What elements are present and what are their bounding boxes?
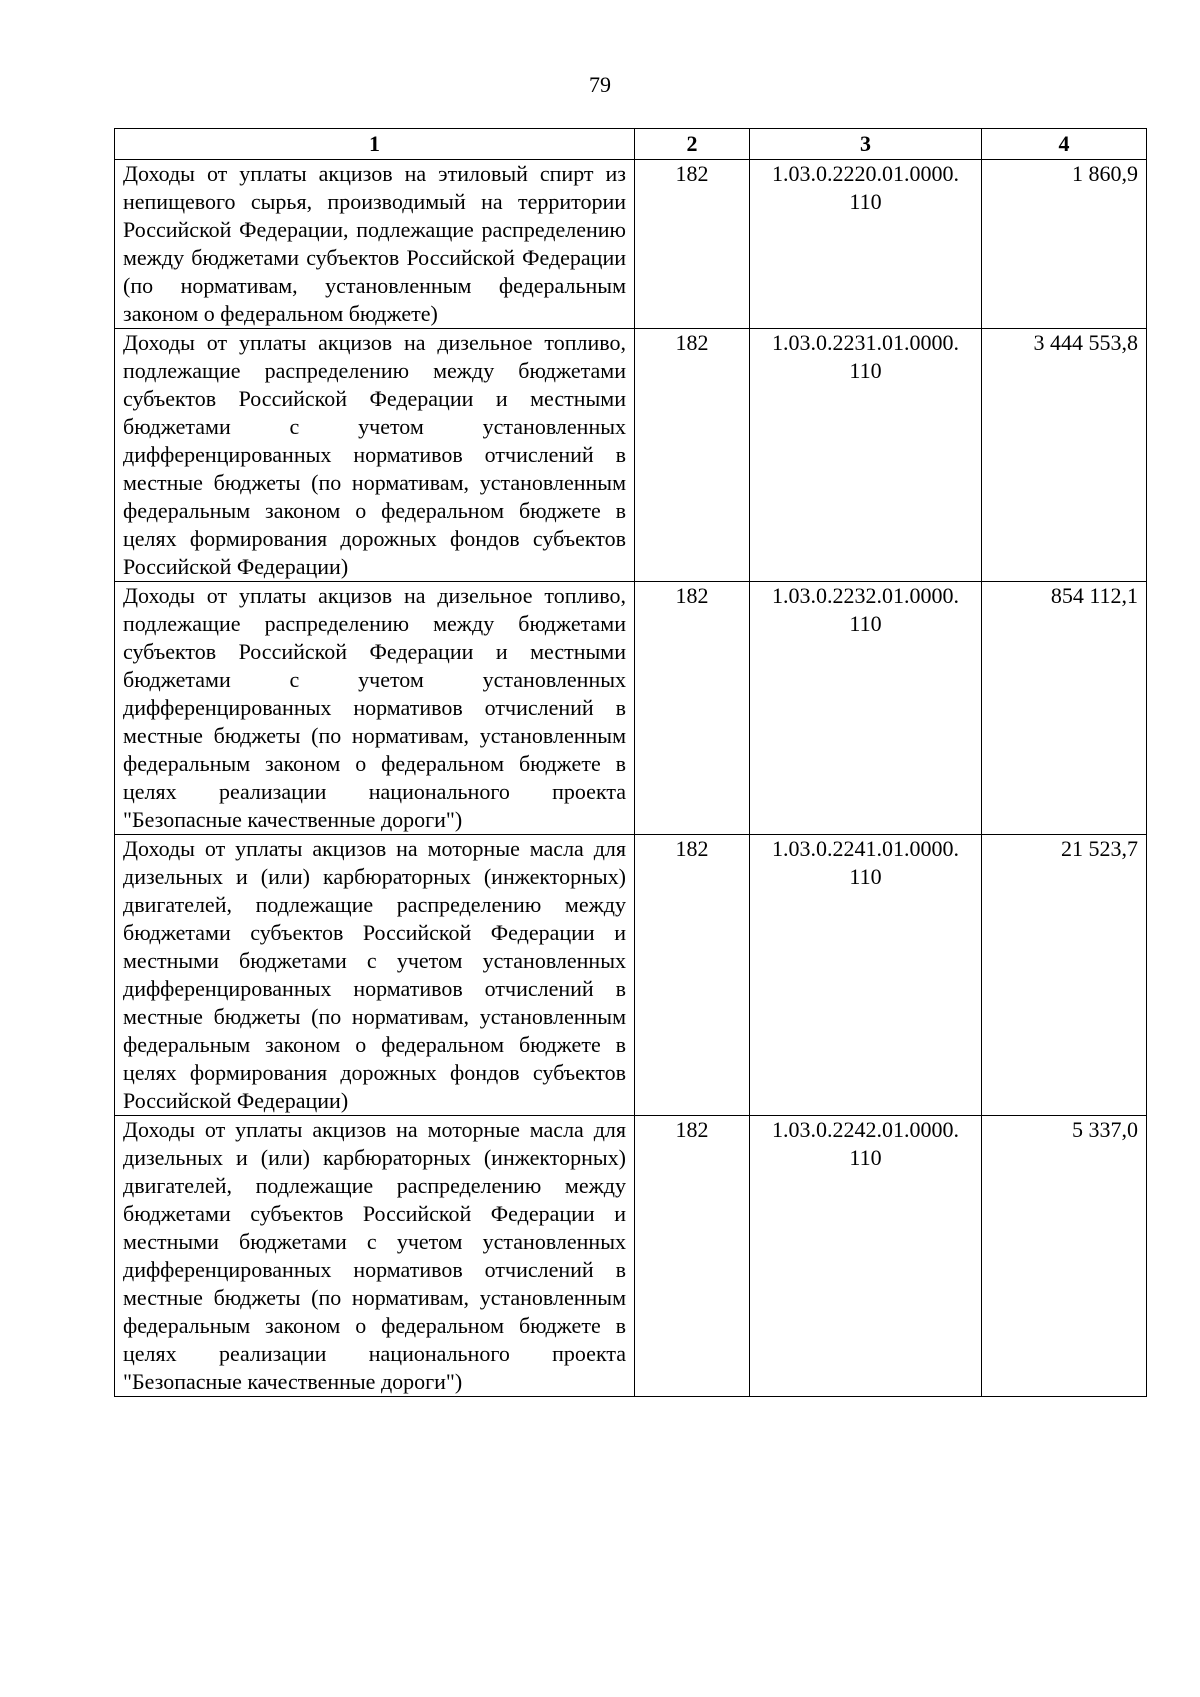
classification-code: [750, 329, 982, 582]
table-header-row: [115, 129, 1147, 160]
administrator-code: 182: [635, 835, 750, 1116]
amount-value: 1 860,9: [982, 160, 1147, 329]
classification-code-line2: 110: [849, 864, 882, 889]
classification-code-line2: 110: [849, 189, 882, 214]
classification-code-line2: 110: [849, 611, 882, 636]
revenue-description: Доходы от уплаты акцизов на дизельное топливо, подлежащие распределению между бюджетами субъектов Российской Федерации и местными бюджетами с учетом установленных дифференцированных нормативов отчислений в местные бюджеты (по нормативам, установленным федеральным законом о федеральном бюджете в целях реализации национального проекта "Безопасные качественные дороги"): [115, 582, 635, 835]
administrator-code: 182: [635, 582, 750, 835]
column-header-3: 3: [750, 129, 982, 160]
table-row: [115, 1116, 1147, 1397]
amount-value: 21 523,7: [982, 835, 1147, 1116]
revenue-description: Доходы от уплаты акцизов на этиловый спирт из непищевого сырья, производимый на территории Российской Федерации, подлежащие распределению между бюджетами субъектов Российской Федерации (по нормативам, установленным федеральным законом о федеральном бюджете): [115, 160, 635, 329]
revenue-description: Доходы от уплаты акцизов на моторные масла для дизельных и (или) карбюраторных (инжекторных) двигателей, подлежащие распределению между бюджетами субъектов Российской Федерации и местными бюджетами с учетом установленных дифференцированных нормативов отчислений в местные бюджеты (по нормативам, установленным федеральным законом о федеральном бюджете в целях формирования дорожных фондов субъектов Российской Федерации): [115, 835, 635, 1116]
column-header-1: 1: [115, 129, 635, 160]
classification-code-line2: 110: [849, 358, 882, 383]
amount-value: 5 337,0: [982, 1116, 1147, 1397]
classification-code: [750, 160, 982, 329]
budget-revenue-table: [114, 128, 1147, 1397]
table-row: [115, 582, 1147, 835]
classification-code-line1: 1.03.0.2220.01.0000.: [772, 161, 959, 186]
column-header-2: 2: [635, 129, 750, 160]
column-header-4: 4: [982, 129, 1147, 160]
classification-code: [750, 1116, 982, 1397]
amount-value: 3 444 553,8: [982, 329, 1147, 582]
classification-code-line1: 1.03.0.2232.01.0000.: [772, 583, 959, 608]
table-row: [115, 329, 1147, 582]
amount-value: 854 112,1: [982, 582, 1147, 835]
classification-code: [750, 835, 982, 1116]
page-number: 79: [589, 72, 611, 97]
classification-code-line2: 110: [849, 1145, 882, 1170]
administrator-code: 182: [635, 1116, 750, 1397]
table-row: [115, 835, 1147, 1116]
revenue-description: Доходы от уплаты акцизов на дизельное топливо, подлежащие распределению между бюджетами субъектов Российской Федерации и местными бюджетами с учетом установленных дифференцированных нормативов отчислений в местные бюджеты (по нормативам, установленным федеральным законом о федеральном бюджете в целях формирования дорожных фондов субъектов Российской Федерации): [115, 329, 635, 582]
revenue-description: Доходы от уплаты акцизов на моторные масла для дизельных и (или) карбюраторных (инжекторных) двигателей, подлежащие распределению между бюджетами субъектов Российской Федерации и местными бюджетами с учетом установленных дифференцированных нормативов отчислений в местные бюджеты (по нормативам, установленным федеральным законом о федеральном бюджете в целях реализации национального проекта "Безопасные качественные дороги"): [115, 1116, 635, 1397]
classification-code: [750, 582, 982, 835]
classification-code-line1: 1.03.0.2231.01.0000.: [772, 330, 959, 355]
administrator-code: 182: [635, 329, 750, 582]
classification-code-line1: 1.03.0.2242.01.0000.: [772, 1117, 959, 1142]
administrator-code: 182: [635, 160, 750, 329]
table-row: [115, 160, 1147, 329]
classification-code-line1: 1.03.0.2241.01.0000.: [772, 836, 959, 861]
